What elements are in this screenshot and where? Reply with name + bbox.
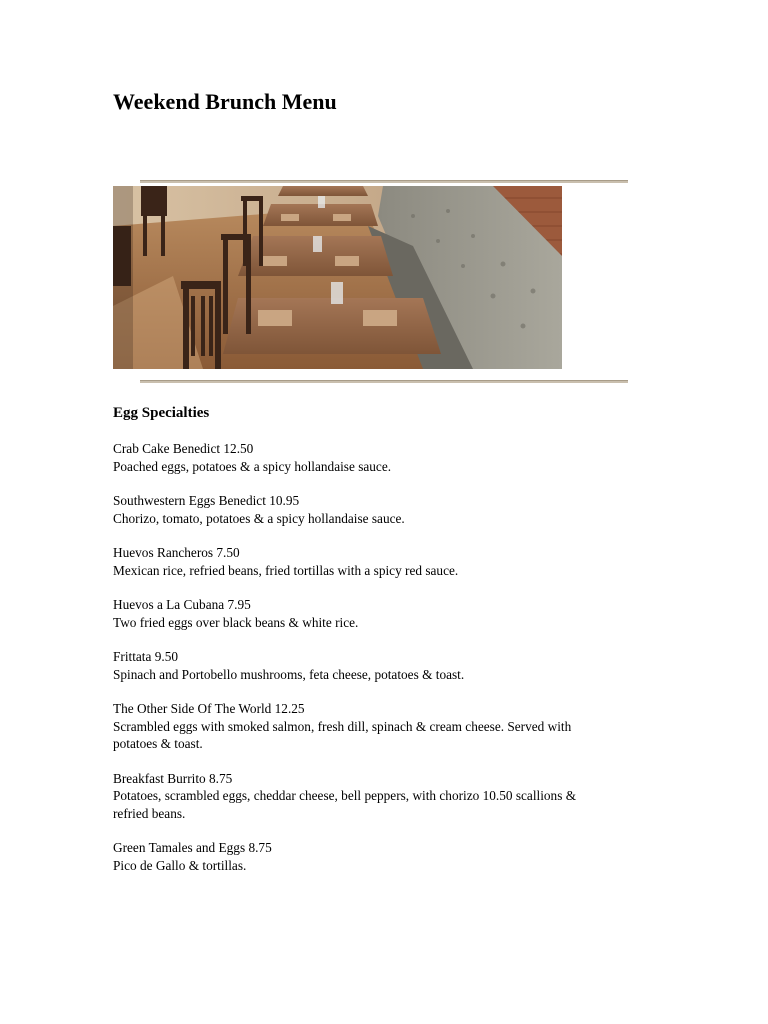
menu-item-name-price: Crab Cake Benedict 12.50 xyxy=(113,441,254,456)
menu-item xyxy=(113,440,653,475)
menu-item-description-line-1: Scrambled eggs with smoked salmon, fresh dill, spinach & cream cheese. Served with xyxy=(113,718,572,734)
menu-item xyxy=(113,596,653,631)
menu-item xyxy=(113,770,653,823)
page-title: Weekend Brunch Menu xyxy=(113,89,337,114)
menu-item-description: Two fried eggs over black beans & white rice. xyxy=(113,614,359,630)
menu-item xyxy=(113,492,653,527)
menu-item-description-line-1: Potatoes, scrambled eggs, cheddar cheese, bell peppers, with chorizo 10.50 scallions & xyxy=(113,788,577,803)
menu-item xyxy=(113,839,653,874)
menu-item-description-line-2: potatoes & toast. xyxy=(113,736,203,751)
menu-item-name-price: Green Tamales and Eggs 8.75 xyxy=(113,840,272,855)
menu-item-name-price: Southwestern Eggs Benedict 10.95 xyxy=(113,493,300,508)
top-divider xyxy=(140,180,628,183)
menu-item xyxy=(113,648,653,683)
menu-item-description: Pico de Gallo & tortillas. xyxy=(113,857,247,873)
menu-list xyxy=(113,440,653,891)
menu-item-description: Spinach and Portobello mushrooms, feta cheese, potatoes & toast. xyxy=(113,666,465,682)
restaurant-interior-photo xyxy=(113,186,562,369)
menu-item-description: Chorizo, tomato, potatoes & a spicy hollandaise sauce. xyxy=(113,510,405,526)
menu-item-name-price: Huevos a La Cubana 7.95 xyxy=(113,597,251,612)
menu-item-name-price: Breakfast Burrito 8.75 xyxy=(113,770,233,786)
menu-item xyxy=(113,700,653,753)
menu-item-description: Mexican rice, refried beans, fried tortillas with a spicy red sauce. xyxy=(113,562,459,578)
menu-item-description: Poached eggs, potatoes & a spicy hollandaise sauce. xyxy=(113,458,392,474)
menu-item-name-price: Huevos Rancheros 7.50 xyxy=(113,545,240,560)
menu-item-description-line-2: refried beans. xyxy=(113,805,186,821)
section-heading: Egg Specialties xyxy=(113,405,210,421)
menu-item-name-price: The Other Side Of The World 12.25 xyxy=(113,701,305,716)
menu-item-name-price: Frittata 9.50 xyxy=(113,649,178,664)
bottom-divider xyxy=(140,380,628,383)
menu-item xyxy=(113,544,653,579)
